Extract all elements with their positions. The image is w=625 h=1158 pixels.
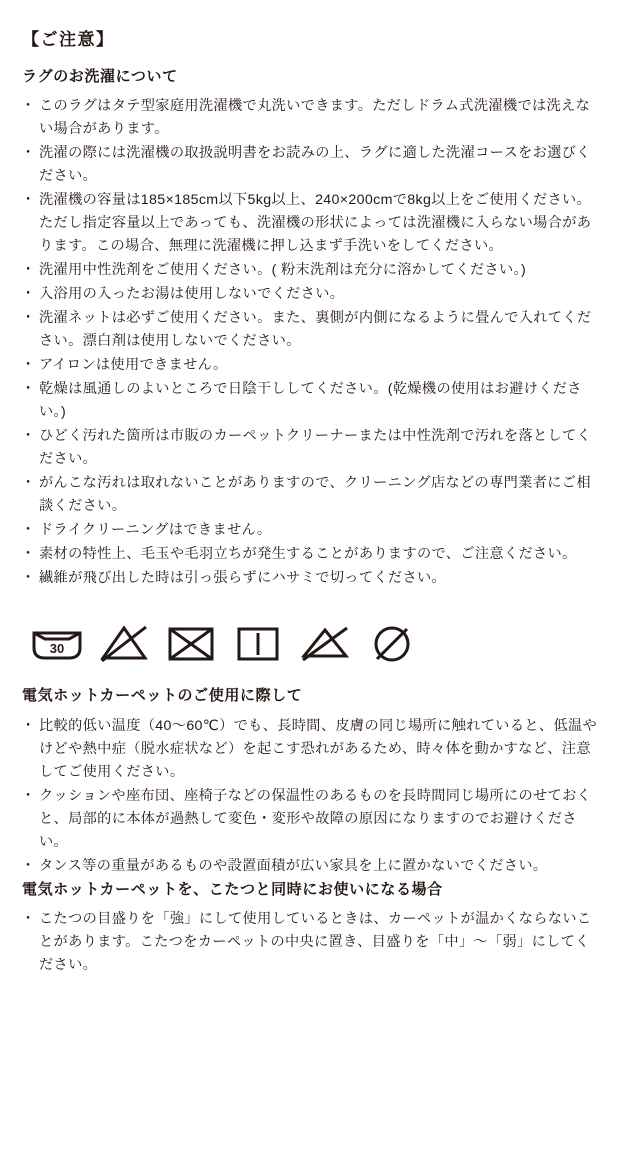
section-list-kotatsu: [22, 908, 603, 977]
section-heading-hot-carpet: 電気ホットカーペットのご使用に際して: [22, 687, 303, 705]
list-item: ・ このラグはタテ型家庭用洗濯機で丸洗いできます。ただしドラム式洗濯機では洗えない場合があります。: [22, 95, 603, 141]
section-heading-kotatsu: 電気ホットカーペットを、こたつと同時にお使いになる場合: [22, 880, 443, 898]
drip-dry-shade-icon: [229, 620, 287, 665]
list-item: ・ クッションや座布団、座椅子などの保温性のあるものを長時間同じ場所にのせておくと、局部的に本体が過熱して変色・変形や故障の原因になりますのでお避けください。: [22, 785, 603, 854]
list-item: ・ ドライクリーニングはできません。: [22, 519, 603, 542]
list-item: ・ 繊維が飛び出した時は引っ張らずにハサミで切ってください。: [22, 567, 603, 590]
list-item: ・ こたつの目盛りを「強」にして使用しているときは、カーペットが温かくならないことがあります。こたつをカーペットの中央に置き、目盛りを「中」〜「弱」にしてください。: [22, 908, 603, 977]
section-list-hot-carpet: [22, 715, 603, 878]
page-title: 【ご注意】: [22, 30, 115, 49]
list-item: ・ 洗濯用中性洗剤をご使用ください。( 粉末洗剤は充分に溶かしてください。): [22, 259, 603, 282]
no-bleach-icon: [95, 620, 153, 665]
list-item: ・ タンス等の重量があるものや設置面積が広い家具を上に置かないでください。: [22, 855, 603, 878]
no-tumble-dry-icon: [162, 620, 220, 665]
list-item: ・ ひどく汚れた箇所は市販のカーペットクリーナーまたは中性洗剤で汚れを落としてください。: [22, 425, 603, 471]
list-item: ・ アイロンは使用できません。: [22, 354, 603, 377]
no-dry-clean-icon: [363, 620, 421, 665]
list-item: ・ 乾燥は風通しのよいところで日陰干ししてください。(乾燥機の使用はお避けください。): [22, 378, 603, 424]
section-list-washing: [22, 95, 603, 590]
no-iron-icon: [296, 620, 354, 665]
section-heading-washing: ラグのお洗濯について: [22, 67, 178, 85]
wash-machine-30-icon: [28, 620, 86, 665]
svg-text:30: 30: [49, 641, 65, 657]
list-item: ・ 洗濯の際には洗濯機の取扱説明書をお読みの上、ラグに適した洗濯コースをお選びください。: [22, 142, 603, 188]
list-item: ・ 洗濯ネットは必ずご使用ください。また、裏側が内側になるように畳んで入れてください。漂白剤は使用しないでください。: [22, 307, 603, 353]
list-item: ・ 洗濯機の容量は185×185cm以下5kg以上、240×200cmで8kg以上をご使用ください。ただし指定容量以上であっても、洗濯機の形状によっては洗濯機に入らない場合があります。この場合、無理に洗濯機に押し込まず手洗いをしてください。: [22, 189, 603, 258]
care-symbol-row: [28, 620, 603, 665]
list-item: ・ 入浴用の入ったお湯は使用しないでください。: [22, 283, 603, 306]
list-item: ・ がんこな汚れは取れないことがありますので、クリーニング店などの専門業者にご相談ください。: [22, 472, 603, 518]
list-item: ・ 比較的低い温度（40〜60℃）でも、長時間、皮膚の同じ場所に触れていると、低温やけどや熱中症（脱水症状など）を起こす恐れがあるため、時々体を動かすなど、注意してご使用ください。: [22, 715, 603, 784]
list-item: ・ 素材の特性上、毛玉や毛羽立ちが発生することがありますので、ご注意ください。: [22, 543, 603, 566]
